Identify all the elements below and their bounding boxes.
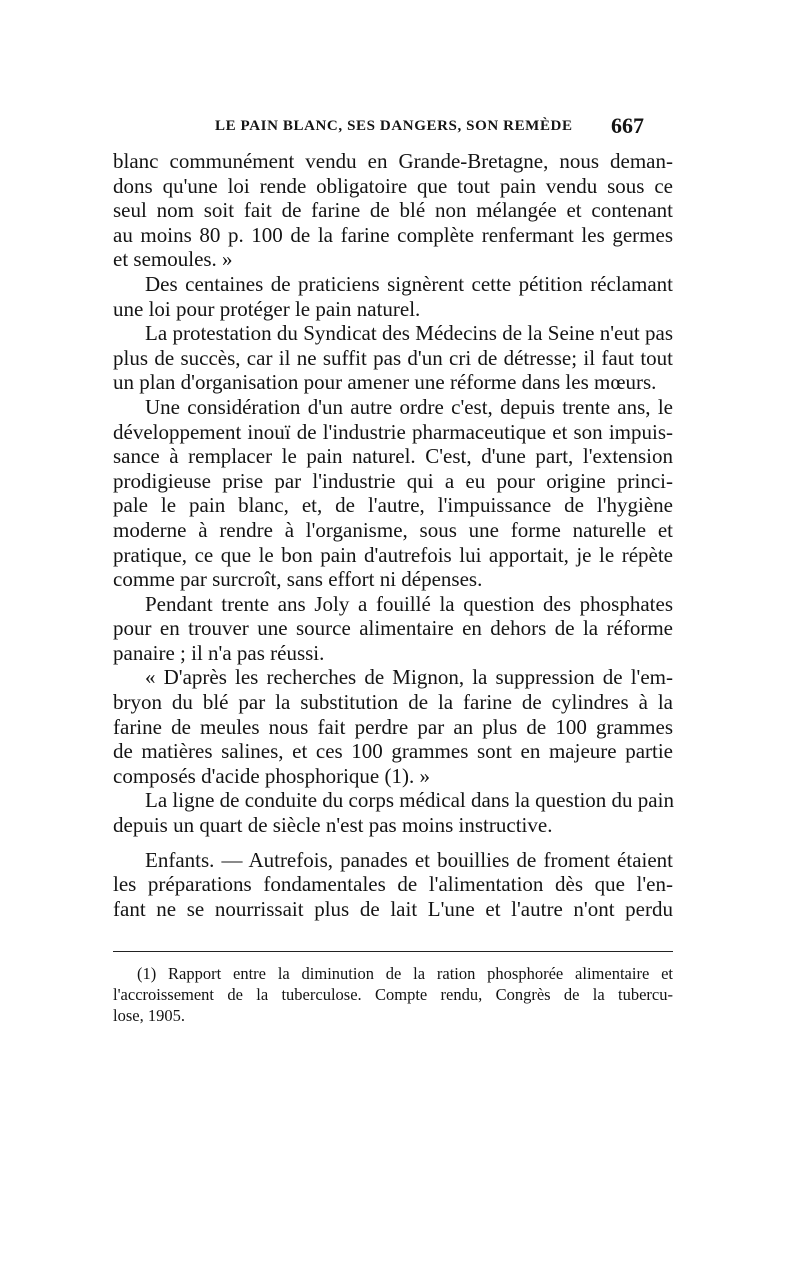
paragraph bbox=[113, 395, 673, 592]
text-line: pratique, ce que le bon pain d'autrefois lui apportait, je le répète bbox=[113, 542, 673, 567]
footnote bbox=[113, 963, 673, 1026]
paragraph bbox=[113, 788, 673, 837]
paragraph bbox=[113, 848, 673, 922]
text-line: Une considération d'un autre ordre c'est, depuis trente ans, le bbox=[145, 394, 673, 419]
text-line: « D'après les recherches de Mignon, la suppression de l'em- bbox=[145, 665, 673, 690]
body-text bbox=[113, 149, 673, 921]
footnote-line: (1) Rapport entre la diminution de la ration phosphorée alimentaire et bbox=[137, 964, 673, 983]
text-line: dons qu'une loi rende obligatoire que tout pain vendu sous ce bbox=[113, 173, 673, 198]
text-line: La protestation du Syndicat des Médecins de la Seine n'eut pas bbox=[145, 321, 673, 346]
text-line: seul nom soit fait de farine de blé non mélangée et contenant bbox=[113, 198, 673, 223]
running-title: LE PAIN BLANC, SES DANGERS, SON REMÈDE bbox=[215, 118, 573, 134]
text-line: une loi pour protéger le pain naturel. bbox=[113, 296, 421, 321]
text-line: au moins 80 p. 100 de la farine complète renfermant les germes bbox=[113, 222, 673, 247]
text-line: composés d'acide phosphorique (1). » bbox=[113, 763, 430, 788]
paragraph bbox=[113, 592, 673, 666]
text-line: pour en trouver une source alimentaire en dehors de la réforme bbox=[113, 616, 673, 641]
running-header bbox=[203, 113, 644, 140]
text-line: plus de succès, car il ne suffit pas d'un cri de détresse; il faut tout bbox=[113, 345, 673, 370]
text-line: développement inouï de l'industrie pharmaceutique et son impuis- bbox=[113, 419, 673, 444]
page-number: 667 bbox=[611, 113, 644, 138]
paragraph bbox=[113, 665, 673, 788]
text-line: depuis un quart de siècle n'est pas moins instructive. bbox=[113, 813, 553, 838]
paragraph bbox=[113, 149, 673, 272]
text-line: farine de meules nous fait perdre par an plus de 100 grammes bbox=[113, 714, 673, 739]
text-line: panaire ; il n'a pas réussi. bbox=[113, 640, 325, 665]
text-line: de matières salines, et ces 100 grammes sont en majeure partie bbox=[113, 739, 673, 764]
text-line: sance à remplacer le pain naturel. C'est, d'une part, l'extension bbox=[113, 444, 673, 469]
paragraph bbox=[113, 321, 673, 395]
text-line: prodigieuse prise par l'industrie qui a eu pour origine princi- bbox=[113, 468, 673, 493]
text-line: et semoules. » bbox=[113, 247, 233, 272]
footnote-line: l'accroissement de la tuberculose. Compte rendu, Congrès de la tubercu- bbox=[113, 985, 673, 1004]
text-line: blanc communément vendu en Grande-Bretagne, nous deman- bbox=[113, 149, 673, 173]
paragraph bbox=[113, 272, 673, 321]
text-line: Enfants. — Autrefois, panades et bouillies de froment étaient bbox=[145, 847, 673, 872]
text-line: Pendant trente ans Joly a fouillé la question des phosphates bbox=[145, 591, 673, 616]
text-line: bryon du blé par la substitution de la farine de cylindres à la bbox=[113, 690, 673, 715]
text-line: Des centaines de praticiens signèrent cette pétition réclamant bbox=[145, 271, 673, 296]
text-line: comme par surcroît, sans effort ni dépenses. bbox=[113, 567, 483, 592]
text-line: un plan d'organisation pour amener une réforme dans les mœurs. bbox=[113, 370, 657, 395]
text-line: moderne à rendre à l'organisme, sous une forme naturelle et bbox=[113, 517, 673, 542]
text-line: fant ne se nourrissait plus de lait L'une et l'autre n'ont perdu bbox=[113, 896, 673, 921]
text-line: pale le pain blanc, et, de l'autre, l'impuissance de l'hygiène bbox=[113, 493, 673, 518]
footnote-line: lose, 1905. bbox=[113, 1006, 185, 1025]
text-line: La ligne de conduite du corps médical dans la question du pain bbox=[145, 788, 674, 813]
footnote-divider bbox=[113, 951, 673, 952]
text-line: les préparations fondamentales de l'alimentation dès que l'en- bbox=[113, 872, 673, 897]
